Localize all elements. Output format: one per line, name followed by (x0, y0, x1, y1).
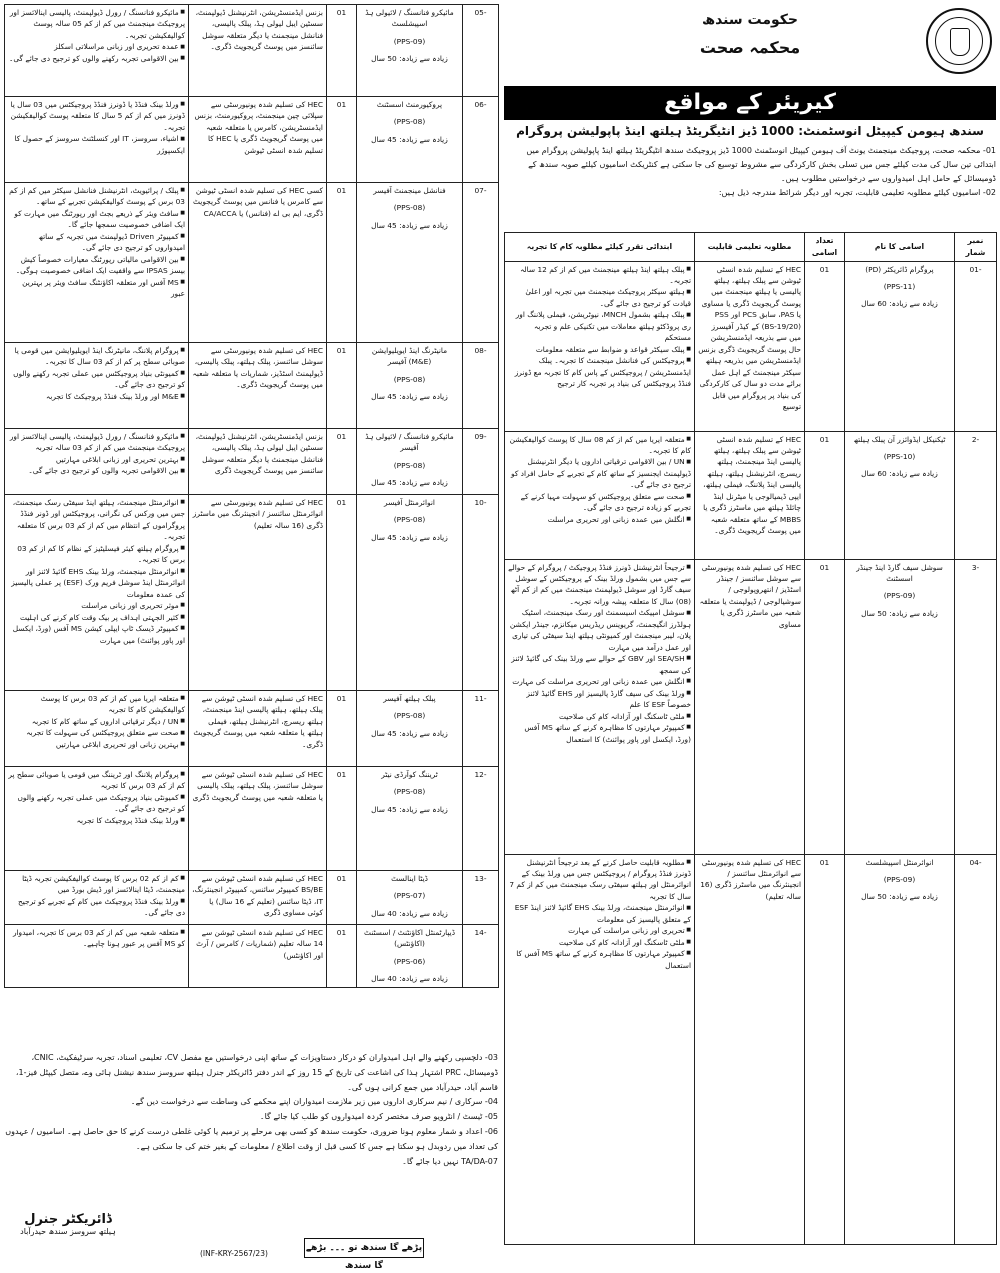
experience-item: ■ ورلڈ بینک کی سیف گارڈ پالیسیز اور EHS گائیڈ لائنز خصوصاً ESF کا علم (508, 688, 691, 711)
experience-item: ■ انگلش میں عمدہ زبانی اور تحریری مراسلت (508, 514, 691, 525)
count-cell: 01 (805, 559, 845, 854)
experience-item: ■ کمپیوٹر مہارتوں کا مظاہرہ کرنے کے ساتھ MS آفس کا استعمال (508, 948, 691, 971)
experience-item: ■ مطلوبہ قابلیت حاصل کرنے کے بعد ترجیحاً انٹرنیشنل ڈونرز فنڈڈ پروگرام / پروجیکٹس جس میں ورلڈ بینک کے انوائرمنٹل اور ہیلتھ سیفٹی رسک مینجمنٹ میں کم از کم 7 سال کا تجربہ (508, 857, 691, 903)
pay-scale: (PPS-07) (393, 891, 426, 901)
header (504, 4, 996, 82)
experience-item: ■ سافٹ ویئر کے ذریعے بجٹ اور رپورٹنگ میں مہارت کو ایک اضافی خصوصیت سمجھا جائے گا۔ (8, 208, 185, 231)
experience-item: ■ انوائرمنٹل مینجمنٹ، ہیلتھ اینڈ سیفٹی رسک مینجمنٹ، جس میں ورکس کی نگرانی، پروجیکٹس اور ڈونر فنڈڈ پروگراموں کے انتظام میں کم از کم 03 برس کا متعلقہ تجربہ۔ (8, 497, 185, 543)
experience-item: ■ بہترین تحریری اور زبانی ابلاغی مہارتیں (8, 454, 185, 465)
experience-item: ■ انگلش میں عمدہ زبانی اور تحریری مراسلت کی مہارت (508, 676, 691, 687)
age-limit: زیادہ سے زیادہ: 50 سال (371, 54, 448, 64)
count-cell: 01 (327, 5, 357, 97)
post-name: پروکیورمنٹ اسسٹنٹ (376, 100, 443, 109)
post-name: ڈیپارٹمنٹل اکاؤنٹنٹ / اسسٹنٹ (اکاؤنٹس) (363, 928, 456, 949)
position-row (5, 429, 499, 495)
post-cell (845, 854, 955, 1244)
experience-item: ■ بین الاقوامی تجربہ رکھنے والوں کو ترجیح دی جائے گی۔ (8, 53, 185, 64)
post-name: پبلک ہیلتھ آفیسر (383, 694, 436, 703)
pay-scale: (PPS-09) (393, 36, 426, 46)
experience-cell (505, 261, 695, 431)
experience-item: ■ صحت سے متعلق پروجیکٹس کی سہولت کا تجربہ (8, 727, 185, 738)
experience-item: ■ کمیونٹی بنیاد پروجیکٹس میں عملی تجربہ رکھنے والوں کو ترجیح دی جائے گی۔ (8, 368, 185, 391)
experience-item: ■ ورلڈ بینک فنڈڈ پروجیکٹ کا تجربہ (8, 815, 185, 826)
experience-item: ■ پروگرام ہیلتھ کیئر فیسلیٹیز کے نظام کا کم از کم 03 برس کا تجربہ۔ (8, 543, 185, 566)
position-row (5, 767, 499, 871)
qualification-cell: بزنس ایڈمنسٹریشن، انٹرنیشنل ڈیولپمنٹ، سسٹین ایبل لیولی ہڈ، پبلک پالیسی، فنانشل مینجمنٹ یا دیگر متعلقہ سوشل سائنسز میں پوسٹ گریجویٹ ڈگری۔ (189, 5, 327, 97)
pay-scale: (PPS-11) (883, 282, 916, 291)
intro-paragraph-1: 01- محکمہ صحت، پروجیکٹ مینجمنٹ یونٹ آف ہیومن کیپیٹل انوسٹمنٹ 1000 ڈیز پروجیکٹ سندھ انٹیگریٹڈ ہیلتھ اینڈ پاپولیشن پروگرام میں ابتدائی تین سال کی مدت کیلئے جس میں تسلی بخش کارکردگی سے مشروط توسیع کی جا سکتی ہے کنٹریکٹ اسامیوں کیلئے صوبہ سندھ کے ڈومیسائل کے حامل اہل امیدواروں سے درخواستیں مطلوب ہیں۔ (526, 146, 996, 183)
serial-number-cell: -08 (463, 343, 499, 429)
post-cell (357, 5, 463, 97)
header-experience: ابتدائی تقرر کیلئے مطلوبہ کام کا تجربہ (505, 233, 695, 262)
experience-item: ■ ورلڈ بینک فنڈڈ یا ڈونرز فنڈڈ پروجیکٹس میں 03 سال یا ڈونرز میں کم از کم 5 سال کا متعلقہ پوسٹ کوالیفکیشن تجربہ۔ (8, 99, 185, 133)
post-name: مانیٹرنگ اینڈ ایویلیوایشن (M&E) آفیسر (371, 346, 448, 367)
experience-cell (505, 854, 695, 1244)
post-name: ٹیکنیکل ایڈوائزر آن پبلک ہیلتھ (853, 434, 946, 444)
position-row (505, 854, 997, 1244)
age-limit: زیادہ سے زیادہ: 45 سال (371, 478, 448, 488)
experience-item: ■ UN / دیگر ترقیاتی اداروں کے ساتھ کام کا تجربہ (8, 716, 185, 727)
experience-item: ■ ملٹی ٹاسکنگ اور آزادانہ کام کی صلاحیت (508, 937, 691, 948)
experience-cell (5, 343, 189, 429)
experience-cell (5, 429, 189, 495)
pay-scale: (PPS-08) (393, 117, 426, 127)
instruction-03: 03- دلچسپی رکھنے والے اہل امیدواران کو درکار دستاویزات کے ساتھ اپنی درخواستیں مع مفصل CV، تعلیمی اسناد، تجربہ سرٹیفکیٹ، CNIC، ڈومیسائل، PRC اشتہار ہذا کی اشاعت کی تاریخ کے 15 روز کے اندر دفتر ڈائریکٹر جنرل ہیلتھ سروسز سندھ نیشنل ہائی وے، متصل کیپٹل فیز-1، قاسم آباد، حیدرآباد میں جمع کرانی ہوں گی۔ (15, 1053, 498, 1092)
experience-cell (5, 183, 189, 343)
serial-number-cell: -2 (955, 431, 997, 559)
serial-number-cell: -07 (463, 183, 499, 343)
advertisement-page (4, 4, 996, 1269)
serial-number-cell: -10 (463, 495, 499, 691)
experience-item: ■ متعلقہ شعبہ میں کم از کم 03 برس کا تجربہ، امیدوار کو MS آفس پر عبور ہونا چاہیے۔ (8, 927, 185, 950)
post-name: مائیکرو فنانسنگ / لائیولی ہڈ اسپیشلسٹ (365, 8, 454, 29)
serial-number-cell: -05 (463, 5, 499, 97)
post-cell (357, 183, 463, 343)
pay-scale: (PPS-06) (393, 956, 426, 966)
post-name: سوشل سیف گارڈ اینڈ جینڈر اسسٹنٹ (856, 562, 943, 583)
header-post: اسامی کا نام (845, 233, 955, 262)
age-limit: زیادہ سے زیادہ: 60 سال (861, 469, 938, 479)
pay-scale: (PPS-08) (393, 374, 426, 384)
post-cell (357, 343, 463, 429)
serial-number-cell: -3 (955, 559, 997, 854)
pay-scale: (PPS-09) (883, 875, 916, 884)
serial-number-cell: -11 (463, 691, 499, 767)
experience-item: ■ صحت سے متعلق پروجیکٹس کو سہولت مہیا کرنے کے تجربے کو زیادہ ترجیح دی جائے گی۔ (508, 491, 691, 514)
age-limit: زیادہ سے زیادہ: 50 سال (861, 892, 938, 902)
post-name: ٹریننگ کوآرڈی نیٹر (381, 770, 438, 779)
experience-item: ■ مائیکرو فنانسنگ / رورل ڈیولپمنٹ، پالیسی اینالائسز اور پروجیکٹ مینجمنٹ میں کم از کم 05 سالہ پوسٹ کوالیفکیشن تجربہ۔ (8, 7, 185, 41)
count-cell: 01 (327, 925, 357, 988)
experience-item: ■ اشیاء، سروسز، IT اور کنسلٹنٹ سروسز کے حصول کا ایکسپوژر (8, 133, 185, 156)
header-qualification: مطلوبہ تعلیمی قابلیت (695, 233, 805, 262)
table-header-row (505, 233, 997, 262)
position-row (5, 5, 499, 97)
qualification-cell: HEC کی تسلیم شدہ یونیورسٹی سے سوشل سائنسز، پبلک ہیلتھ، پبلک پالیسی، ڈیولپمنٹ اسٹڈیز، شماریات یا متعلقہ شعبہ میں پوسٹ گریجویٹ ڈگری۔ (189, 343, 327, 429)
experience-item: ■ پروگرام پلاننگ اور ٹریننگ میں قومی یا صوبائی سطح پر کم از کم 03 برس کا تجربہ (8, 769, 185, 792)
experience-item: ■ UN / بین الاقوامی ترقیاتی اداروں یا دیگر انٹرنیشنل ڈیولپمنٹ ایجنسیز کے ساتھ کام کے تجربے کے حامل افراد کو ترجیح دی جائے گی۔ (508, 456, 691, 490)
experience-cell (5, 925, 189, 988)
experience-cell (505, 559, 695, 854)
position-row (5, 343, 499, 429)
count-cell: 01 (327, 871, 357, 925)
post-cell (357, 871, 463, 925)
qualification-cell: HEC کی تسلیم شدہ یونیورسٹی سے انوائرمنٹل سائنسز / انجینئرنگ میں ماسٹرز ڈگری (16 سالہ تعلیم) (695, 854, 805, 1244)
slogan-stamp: پڑھے گا سندھ تو ۔۔۔ بڑھے گا سندھ (304, 1238, 424, 1258)
experience-item: ■ موثر تحریری اور زبانی مراسلت (8, 600, 185, 611)
application-instructions (4, 1051, 498, 1169)
department-name: محکمہ صحت (699, 38, 801, 57)
qualification-cell: کسی HEC کی تسلیم شدہ انسٹی ٹیوشن سے کامرس یا فنانس میں پوسٹ گریجویٹ ڈگری، ایم بی اے (فنانس) یا CA/ACCA (189, 183, 327, 343)
age-limit: زیادہ سے زیادہ: 45 سال (371, 392, 448, 402)
experience-item: ■ کمپیوٹر ڈیسک ٹاپ ایپلی کیشن MS آفس (ورڈ، ایکسل اور پاور پوائنٹ) میں مہارت (8, 623, 185, 646)
experience-cell (5, 5, 189, 97)
count-cell: 01 (327, 429, 357, 495)
position-row (505, 431, 997, 559)
experience-item: ■ پبلک / پرائیویٹ، انٹرنیشنل فنانشل سیکٹر میں کم از کم 03 برس کے پوسٹ کوالیفکیشن تجربے کے ساتھ۔ (8, 185, 185, 208)
experience-item: ■ عمدہ تحریری اور زبانی مراسلاتی اسکلز (8, 41, 185, 52)
reference-number: (INF-KRY-2567/23) (200, 1249, 268, 1258)
age-limit: زیادہ سے زیادہ: 45 سال (371, 804, 448, 814)
experience-cell (5, 767, 189, 871)
left-column (4, 4, 498, 1269)
post-cell (845, 431, 955, 559)
experience-item: ■ کمیونٹی بنیاد پروجیکٹ میں عملی تجربہ رکھنے والوں کو ترجیح دی جائے گی۔ (8, 792, 185, 815)
positions-table-left (4, 4, 499, 988)
intro-paragraph-2: 02- اسامیوں کیلئے مطلوبہ تعلیمی قابلیت، تجربہ اور دیگر شرائط مندرجہ ذیل ہیں: (718, 188, 996, 197)
qualification-cell: HEC کی تسلیم شدہ انسٹی ٹیوشن سے BS/BE کمپیوٹر سائنس، کمپیوٹر انجینئرنگ، IT، ڈیٹا سائنس (تعلیم کے 16 سال) یا کوئی مساوی ڈگری (189, 871, 327, 925)
post-name: پروگرام ڈائریکٹر (PD) (865, 264, 934, 274)
post-name: ڈیٹا اینالسٹ (391, 874, 428, 883)
instruction-07: TA/DA-07 نہیں دیا جائے گا۔ (402, 1156, 498, 1166)
header-count: تعداد اسامی (805, 233, 845, 262)
post-cell (357, 925, 463, 988)
age-limit: زیادہ سے زیادہ: 40 سال (371, 974, 448, 984)
instruction-04: 04- سرکاری / نیم سرکاری اداروں میں زیر ملازمت امیدواران اپنے محکمے کی وساطت سے درخواست دیں گے۔ (130, 1097, 498, 1107)
sindh-government-seal-icon (926, 8, 992, 74)
count-cell: 01 (805, 431, 845, 559)
experience-item: ■ کم از کم 02 برس کا پوسٹ کوالیفکیشن تجربہ ڈیٹا مینجمنٹ، ڈیٹا اینالائسز اور ڈیش بورڈ میں (8, 873, 185, 896)
position-row (505, 559, 997, 854)
age-limit: زیادہ سے زیادہ: 50 سال (861, 608, 938, 618)
serial-number-cell: -12 (463, 767, 499, 871)
post-name: انوائرمنٹل آفیسر (384, 498, 435, 507)
position-row (5, 495, 499, 691)
post-name: فنانشل مینجمنٹ آفیسر (373, 186, 446, 195)
position-row (5, 691, 499, 767)
experience-cell (5, 97, 189, 183)
serial-number-cell: -04 (955, 854, 997, 1244)
pay-scale: (PPS-08) (393, 515, 426, 525)
experience-item: ■ ملٹی ٹاسکنگ اور آزادانہ کام کی صلاحیت (508, 711, 691, 722)
post-cell (357, 429, 463, 495)
experience-item: ■ بہترین زبانی اور تحریری ابلاغی مہارتیں (8, 739, 185, 750)
positions-table-right (504, 232, 997, 1245)
age-limit: زیادہ سے زیادہ: 45 سال (371, 532, 448, 542)
pay-scale: (PPS-08) (393, 711, 426, 721)
count-cell: 01 (805, 261, 845, 431)
count-cell: 01 (327, 767, 357, 871)
government-name: حکومت سندھ (701, 12, 799, 28)
experience-cell (5, 495, 189, 691)
experience-item: ■ ہیلتھ سیکٹر پروجیکٹ مینجمنٹ میں تجربہ اور اعلیٰ قیادت کو ترجیح دی جائے گی۔ (508, 286, 691, 309)
count-cell: 01 (805, 854, 845, 1244)
experience-item: ■ پبلک ہیلتھ بشمول MNCH، نیوٹریشن، فیملی پلاننگ اور ری پروڈکٹو ہیلتھ معاملات میں تکنیکی علم و تجربہ مستحکم (508, 309, 691, 343)
signatory-office: ہیلتھ سروسز سندھ حیدرآباد (20, 1227, 116, 1236)
experience-item: ■ بین الاقوامی تجربہ والوں کو ترجیح دی جائے گی۔ (8, 465, 185, 476)
header-sno: نمبر شمار (955, 233, 997, 262)
signatory-title: ڈائریکٹر جنرل (24, 1212, 112, 1227)
count-cell: 01 (327, 343, 357, 429)
experience-item: ■ بین الاقوامی مالیاتی رپورٹنگ معیارات خصوصاً کیش بیسز IPSAS سے واقفیت ایک اضافی خصوصیت ہوگی۔ (8, 254, 185, 277)
experience-item: ■ تحریری اور زبانی مراسلت کی مہارت (508, 925, 691, 936)
post-cell (845, 261, 955, 431)
count-cell: 01 (327, 691, 357, 767)
count-cell: 01 (327, 97, 357, 183)
experience-cell (5, 871, 189, 925)
experience-item: ■ M&E اور ورلڈ بینک فنڈڈ پروجیکٹ کا تجربہ (8, 391, 185, 402)
experience-item: ■ MS آفس اور متعلقہ اکاؤنٹنگ سافٹ ویئر پر بہترین عبور (8, 277, 185, 300)
position-row (5, 871, 499, 925)
age-limit: زیادہ سے زیادہ: 40 سال (371, 908, 448, 918)
experience-item: ■ متعلقہ ایریا میں کم از کم 08 سال کا پوسٹ کوالیفکیشن کام کا تجربہ۔ (508, 434, 691, 457)
experience-item: ■ کمپیوٹر مہارتوں کا مظاہرہ کرنے کے ساتھ MS آفس (ورڈ، ایکسل اور پاور پوائنٹ) کا استعمال (508, 722, 691, 745)
experience-item: ■ سوشل امپیکٹ اسیسمنٹ اور رسک مینجمنٹ، اسٹیک ہولڈرز انگیجمنٹ، گریوینس ریڈریس میکانزم، جینڈر ایکشن پلان، لیبر مینجمنٹ اور کمیونٹی ہیلتھ اینڈ سیفٹی کی تیاری اور عمل درآمد میں مہارت (508, 607, 691, 653)
age-limit: زیادہ سے زیادہ: 45 سال (371, 134, 448, 144)
count-cell: 01 (327, 183, 357, 343)
experience-item: ■ پبلک سیکٹر قواعد و ضوابط سے متعلقہ معلومات (508, 344, 691, 355)
instruction-06: 06- اعداد و شمار معلوم ہونا ضروری، حکومت سندھ کو کسی بھی مرحلے پر ترمیم یا کوئی غلطی درست کرنے کا حق حاصل ہے۔ اسامیوں / عہدوں کی تعداد میں ردوبدل ہو سکتا ہے جس کا کسی قبل از وقت اطلاع / معلومات کے بغیر ختم کی جا سکتی ہے۔ (5, 1126, 498, 1151)
position-row (505, 261, 997, 431)
serial-number-cell: -13 (463, 871, 499, 925)
experience-item: ■ مائیکرو فنانسنگ / رورل ڈیولپمنٹ، پالیسی اینالائسز اور پروجیکٹ مینجمنٹ میں کم از کم 03 سالہ تجربہ (8, 431, 185, 454)
post-name: مائیکرو فنانسنگ / لائیولی ہڈ آفیسر (365, 432, 454, 453)
position-row (5, 925, 499, 988)
count-cell: 01 (327, 495, 357, 691)
serial-number-cell: -14 (463, 925, 499, 988)
serial-number-cell: -06 (463, 97, 499, 183)
experience-item: ■ پبلک ہیلتھ اینڈ ہیلتھ مینجمنٹ میں کم از کم 12 سالہ تجربہ۔ (508, 264, 691, 287)
qualification-cell: HEC کے تسلیم شدہ انسٹی ٹیوشن سے پبلک ہیلتھ، ہیلتھ پالیسی یا ہیلتھ مینجمنٹ میں پوسٹ گریجویٹ ڈگری یا مساوی یا PAS، سابق PCS اور PSS (BS-19/20) کے کیڈر آفیسرز میں سے بذریعہ ایڈمنسٹریشن حال پوسٹ گریجویٹ ڈگری بزنس ایڈمنسٹریشن میں بذریعہ ہیلتھ سیکٹر مینجمنٹ کے اہل عمل برائے مدت دو سال کی کارکردگی کی بنیاد پر پروگرام میں قابل توسیع (695, 261, 805, 431)
intro-text (504, 144, 996, 200)
post-name: انوائرمنٹل اسپیشلسٹ (865, 857, 934, 867)
post-cell (357, 767, 463, 871)
pay-scale: (PPS-09) (883, 591, 916, 601)
qualification-cell: HEC کی تسلیم شدہ یونیورسٹی سے سوشل سائنسز / جینڈر اسٹڈیز / انتھروپولوجی / سوشیالوجی / ڈیولپمنٹ یا متعلقہ شعبہ میں ماسٹرز ڈگری یا مساوی (695, 559, 805, 854)
experience-item: ■ ورلڈ بینک فنڈڈ پروجیکٹ میں کام کے تجربے کو ترجیح دی جائے گی۔ (8, 896, 185, 919)
qualification-cell: HEC کی تسلیم شدہ انسٹی ٹیوشن سے پبلک ہیلتھ، ہیلتھ پالیسی اینڈ مینجمنٹ، ہیلتھ ریسرچ، انٹرنیشنل ہیلتھ، فیملی ہیلتھ یا متعلقہ شعبہ میں پوسٹ گریجویٹ ڈگری۔ (189, 691, 327, 767)
qualification-cell: بزنس ایڈمنسٹریشن، انٹرنیشنل ڈیولپمنٹ، سسٹین ایبل لیولی ہڈ، پبلک پالیسی، فنانشل مینجمنٹ یا دیگر متعلقہ سوشل سائنسز میں پوسٹ گریجویٹ ڈگری (189, 429, 327, 495)
serial-number-cell: -01 (955, 261, 997, 431)
position-row (5, 183, 499, 343)
post-cell (357, 691, 463, 767)
experience-item: ■ انوائرمنٹل مینجمنٹ، ورلڈ بینک EHS گائیڈ لائنز اور انوائرمنٹل اینڈ سوشل فریم ورک (ESF) پر عملی پالیسیز کی عمدہ معلومات (8, 566, 185, 600)
experience-item: ■ متعلقہ ایریا میں کم از کم 03 برس کا پوسٹ کوالیفکیشن کام کا تجربہ (8, 693, 185, 716)
age-limit: زیادہ سے زیادہ: 60 سال (861, 299, 938, 309)
experience-item: ■ SEA/SH اور GBV کے حوالے سے ورلڈ بینک کی گائیڈ لائنز کی سمجھ (508, 653, 691, 676)
pay-scale: (PPS-08) (393, 203, 426, 213)
serial-number-cell: -09 (463, 429, 499, 495)
pay-scale: (PPS-08) (393, 787, 426, 797)
experience-item: ■ ترجیحاً انٹرنیشنل ڈونرز فنڈڈ پروجیکٹ / پروگرام کے حوالے سے جس میں بشمول ورلڈ بینک کے پروجیکٹس کے سوشل سیف گارڈ اور سوشل ڈیولپمنٹ مینجمنٹ میں کم از کم آٹھ (08) سال کا متعلقہ پیشہ ورانہ تجربہ۔ (508, 562, 691, 608)
qualification-cell: HEC کے تسلیم شدہ انسٹی ٹیوشن سے پبلک ہیلتھ، ہیلتھ پالیسی اینڈ مینجمنٹ، ہیلتھ ریسرچ، انٹرنیشنل ہیلتھ، ہیلتھ پالیسی اینڈ پلاننگ، فیملی ہیلتھ، ایپی ڈیمیالوجی یا میٹرنل اینڈ چائلڈ ہیلتھ میں ماسٹرز ڈگری یا MBBS کے ساتھ متعلقہ شعبہ میں پوسٹ گریجویٹ ڈگری۔ (695, 431, 805, 559)
experience-item: ■ کمپیوٹر Driven ڈیولپمنٹ میں تجربہ کے ساتھ امیدواروں کو ترجیح دی جائے گی۔ (8, 231, 185, 254)
experience-cell (505, 431, 695, 559)
age-limit: زیادہ سے زیادہ: 45 سال (371, 728, 448, 738)
post-cell (845, 559, 955, 854)
careers-banner: کیریئر کے مواقع (504, 86, 996, 120)
experience-cell (5, 691, 189, 767)
right-column (504, 4, 996, 1269)
pay-scale: (PPS-08) (393, 460, 426, 470)
post-cell (357, 97, 463, 183)
signature-block (8, 1212, 128, 1236)
qualification-cell: HEC کی تسلیم شدہ یونیورسٹی سے انوائرمنٹل سائنسز / انجینئرنگ میں ماسٹرز ڈگری (16 سالہ تعلیم) (189, 495, 327, 691)
qualification-cell: HEC کی تسلیم شدہ یونیورسٹی سے سپلائی چین مینجمنٹ، پروکیورمنٹ، بزنس ایڈمنسٹریشن، کامرس یا متعلقہ شعبہ میں پوسٹ گریجویٹ ڈگری یا HEC کا تسلیم شدہ انسٹی ٹیوشن (189, 97, 327, 183)
experience-item: ■ کثیر الجہتی اہداف پر بیک وقت کام کرنے کی اہلیت (8, 612, 185, 623)
age-limit: زیادہ سے زیادہ: 45 سال (371, 220, 448, 230)
instruction-05: 05- ٹیسٹ / انٹرویو صرف مختصر کردہ امیدواروں کو طلب کیا جائے گا۔ (259, 1112, 498, 1122)
experience-item: ■ پروجیکٹس کی فنانشل مینجمنٹ کا تجربہ۔ پبلک ایڈمنسٹریشن / پروجیکٹس کے پاس کام کا تجربہ مع ڈونرز فنڈڈ پروجیکٹس کی بنیاد پر تجربہ کار ترجیح (508, 355, 691, 389)
experience-item: ■ انوائرمنٹل مینجمنٹ، ورلڈ بینک EHS گائیڈ لائنز اینڈ ESF کے متعلق پالیسیز کی معلومات (508, 902, 691, 925)
qualification-cell: HEC کی تسلیم شدہ انسٹی ٹیوشن سے سوشل سائنسز، پبلک ہیلتھ، پبلک پالیسی یا متعلقہ شعبہ میں پوسٹ گریجویٹ ڈگری (189, 767, 327, 871)
pay-scale: (PPS-10) (883, 452, 916, 461)
experience-item: ■ پروگرام پلاننگ، مانیٹرنگ اینڈ ایویلیوایشن میں قومی یا صوبائی سطح پر کم از کم 03 سال کا تجربہ۔ (8, 345, 185, 368)
position-row (5, 97, 499, 183)
post-cell (357, 495, 463, 691)
program-title: سندھ ہیومن کیپیٹل انوسٹمنٹ: 1000 ڈیز انٹیگریٹڈ ہیلتھ اینڈ پاپولیشن پروگرام (516, 124, 984, 138)
qualification-cell: HEC کی تسلیم شدہ انسٹی ٹیوشن سے 14 سالہ تعلیم (شماریات / کامرس / آرٹ اور اکاؤنٹس) (189, 925, 327, 988)
